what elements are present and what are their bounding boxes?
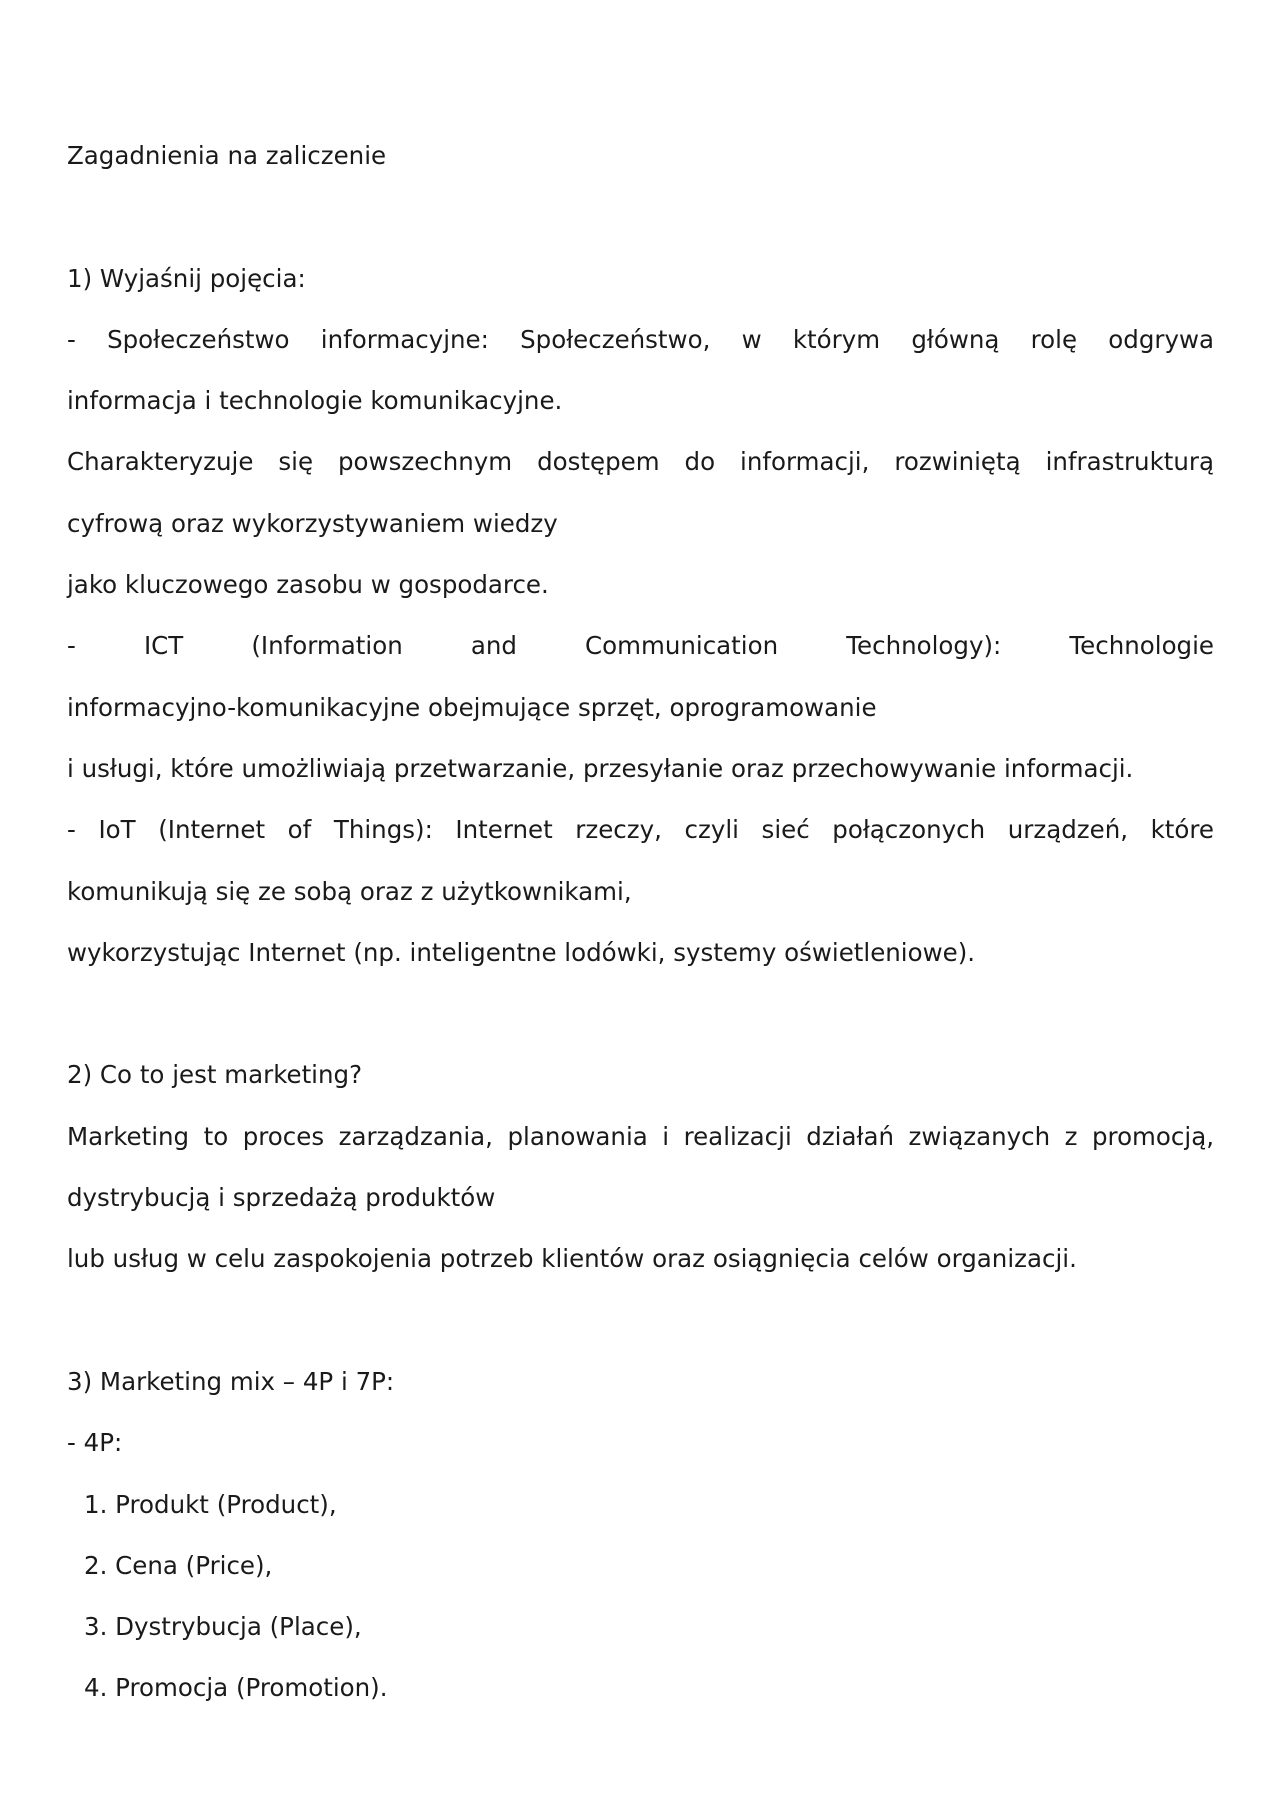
definition-line: i usługi, które umożliwiają przetwarzanie, przesyłanie oraz przechowywanie informacji. xyxy=(67,753,1134,783)
paragraph-line: Marketing to proces zarządzania, planowania i realizacji działań związanych z promocją, xyxy=(67,1121,1214,1151)
section-1-heading: 1) Wyjaśnij pojęcia: xyxy=(67,263,306,293)
document-title: Zagadnienia na zaliczenie xyxy=(67,141,387,170)
list-item: 4. Promocja (Promotion). xyxy=(84,1673,388,1703)
paragraph-line: dystrybucją i sprzedażą produktów xyxy=(67,1183,496,1213)
spacer xyxy=(67,983,1214,1044)
paragraph-line: lub usług w celu zaspokojenia potrzeb klientów oraz osiągnięcia celów organizacji. xyxy=(67,1244,1077,1274)
definition-line: cyfrową oraz wykorzystywaniem wiedzy xyxy=(67,508,558,538)
list-item: 1. Produkt (Product), xyxy=(84,1489,337,1519)
document-page xyxy=(67,125,1214,1719)
definition-line: - ICT (Information and Communication Technology): Technologie xyxy=(67,631,1214,661)
spacer xyxy=(67,186,1214,247)
section-3-heading: 3) Marketing mix – 4P i 7P: xyxy=(67,1366,395,1396)
definition-line: wykorzystując Internet (np. inteligentne lodówki, systemy oświetleniowe). xyxy=(67,937,976,967)
definition-line: - IoT (Internet of Things): Internet rzeczy, czyli sieć połączonych urządzeń, które xyxy=(67,815,1214,845)
definition-line: jako kluczowego zasobu w gospodarce. xyxy=(67,570,549,600)
definition-line: - Społeczeństwo informacyjne: Społeczeństwo, w którym główną rolę odgrywa xyxy=(67,324,1214,354)
definition-line: informacja i technologie komunikacyjne. xyxy=(67,386,563,416)
definition-line: informacyjno-komunikacyjne obejmujące sprzęt, oprogramowanie xyxy=(67,692,877,722)
spacer xyxy=(67,1290,1214,1351)
section-3-subheading: - 4P: xyxy=(67,1428,123,1458)
definition-line: komunikują się ze sobą oraz z użytkownikami, xyxy=(67,876,632,906)
list-item: 2. Cena (Price), xyxy=(84,1550,273,1580)
list-item: 3. Dystrybucja (Place), xyxy=(84,1612,362,1642)
definition-line: Charakteryzuje się powszechnym dostępem do informacji, rozwiniętą infrastrukturą xyxy=(67,447,1214,477)
section-2-heading: 2) Co to jest marketing? xyxy=(67,1060,363,1090)
